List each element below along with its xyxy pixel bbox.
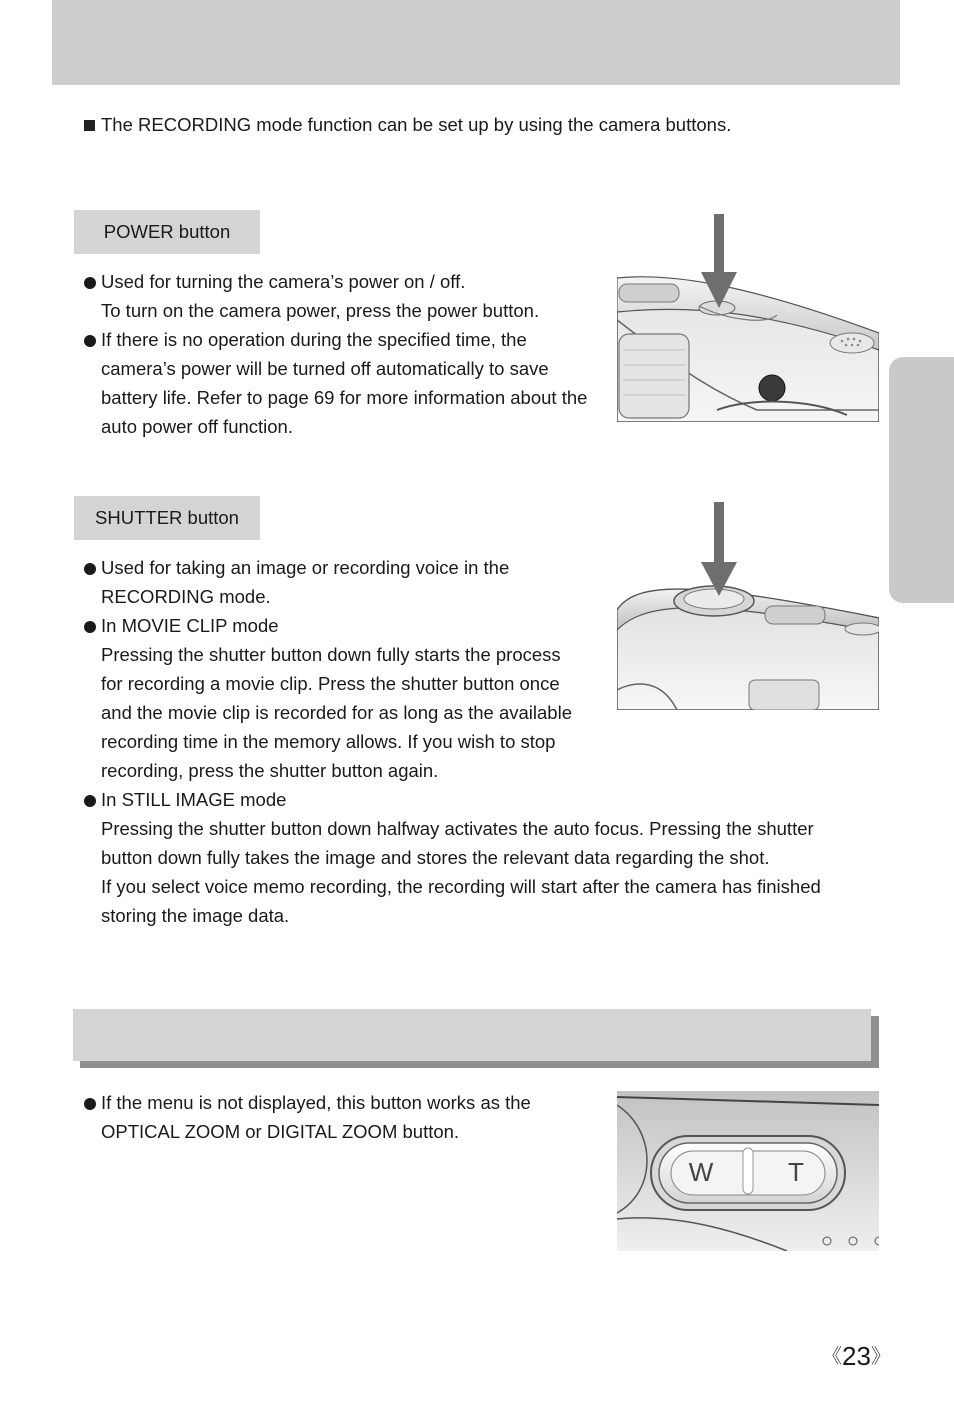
page-bracket-right: 》 xyxy=(870,1346,891,1368)
power-line-1: Used for turning the camera’s power on / off. xyxy=(101,271,466,292)
list-item-continuation xyxy=(84,756,821,785)
list-item-continuation xyxy=(84,354,587,383)
shutter-line-9: In STILL IMAGE mode xyxy=(101,789,287,810)
list-item-continuation xyxy=(84,814,821,843)
zoom-wide-label: W xyxy=(688,1157,714,1187)
shutter-line-12: If you select voice memo recording, the recording will start after the camera has finished xyxy=(101,876,821,897)
shutter-line-4: Pressing the shutter button down fully starts the process xyxy=(101,644,561,665)
list-item xyxy=(84,785,821,814)
list-item-continuation xyxy=(84,383,587,412)
shutter-button-label: SHUTTER button xyxy=(74,496,260,540)
list-item-continuation xyxy=(84,872,821,901)
shutter-line-3: In MOVIE CLIP mode xyxy=(101,615,279,636)
power-button-illustration xyxy=(617,210,879,422)
intro-text-content: The RECORDING mode function can be set up by using the camera buttons. xyxy=(101,114,732,135)
shutter-line-6: and the movie clip is recorded for as long as the available xyxy=(101,702,572,723)
list-item xyxy=(84,267,587,296)
shutter-line-11: button down fully takes the image and stores the relevant data regarding the shot. xyxy=(101,847,770,868)
power-button-label: POWER button xyxy=(74,210,260,254)
shutter-line-1: Used for taking an image or recording voice in the xyxy=(101,557,510,578)
list-item-continuation xyxy=(84,727,821,756)
square-bullet-icon xyxy=(84,120,95,131)
list-item-continuation xyxy=(84,843,821,872)
zoom-line-1: If the menu is not displayed, this button works as the xyxy=(101,1092,531,1113)
shutter-line-13: storing the image data. xyxy=(101,905,290,926)
chapter-side-tab xyxy=(889,357,954,603)
round-bullet-icon xyxy=(84,1098,96,1110)
header-band xyxy=(52,0,900,85)
shutter-button-illustration xyxy=(617,500,879,710)
round-bullet-icon xyxy=(84,563,96,575)
list-item-continuation xyxy=(84,1117,531,1146)
list-item xyxy=(84,1088,531,1117)
shutter-line-8: recording, press the shutter button again. xyxy=(101,760,439,781)
page-number xyxy=(822,1340,891,1373)
intro-text xyxy=(84,113,731,137)
shutter-line-10: Pressing the shutter button down halfway activates the auto focus. Pressing the shutter xyxy=(101,818,814,839)
page-bracket-left: 《 xyxy=(822,1346,842,1368)
zoom-section-bar xyxy=(73,1009,871,1061)
round-bullet-icon xyxy=(84,335,96,347)
round-bullet-icon xyxy=(84,621,96,633)
list-item-continuation xyxy=(84,901,821,930)
list-item xyxy=(84,325,587,354)
list-item-continuation xyxy=(84,296,587,325)
round-bullet-icon xyxy=(84,795,96,807)
shutter-line-7: recording time in the memory allows. If you wish to stop xyxy=(101,731,556,752)
shutter-line-5: for recording a movie clip. Press the shutter button once xyxy=(101,673,560,694)
power-line-6: auto power off function. xyxy=(101,416,293,437)
zoom-tele-label: T xyxy=(788,1157,804,1187)
page-number-value: 23 xyxy=(842,1341,871,1371)
power-line-3: If there is no operation during the specified time, the xyxy=(101,329,527,350)
down-arrow-icon xyxy=(701,502,737,596)
zoom-button-illustration xyxy=(617,1091,879,1251)
zoom-description xyxy=(84,1088,531,1146)
power-description xyxy=(84,267,587,441)
power-line-5: battery life. Refer to page 69 for more information about the xyxy=(101,387,588,408)
power-line-2: To turn on the camera power, press the power button. xyxy=(101,300,540,321)
list-item-continuation xyxy=(84,412,587,441)
round-bullet-icon xyxy=(84,277,96,289)
shutter-line-2: RECORDING mode. xyxy=(101,586,271,607)
power-line-4: camera’s power will be turned off automatically to save xyxy=(101,358,549,379)
zoom-line-2: OPTICAL ZOOM or DIGITAL ZOOM button. xyxy=(101,1121,460,1142)
